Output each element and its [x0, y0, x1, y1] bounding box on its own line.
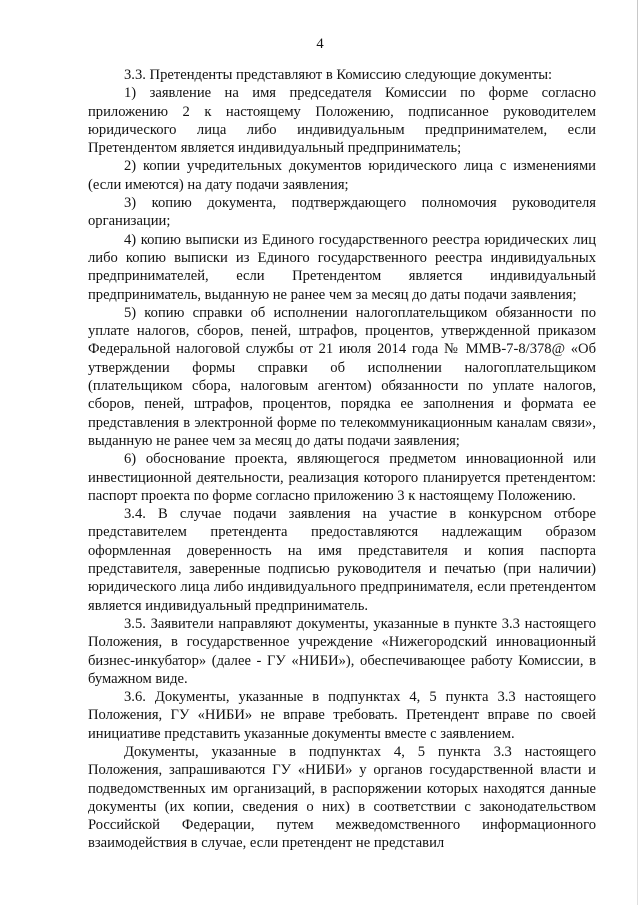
paragraph-item-1: 1) заявление на имя председателя Комиссии по форме согласно приложению 2 к настоящему Положению, подписанное руководителем юридического лица либо индивидуальным предпринимателем, если Претендентом является индивидуальный предприниматель; [88, 85, 596, 157]
paragraph-3-4: 3.4. В случае подачи заявления на участие в конкурсном отборе представителем претендента предоставляются надлежащим образом оформленная доверенность на имя представителя и копия паспорта представителя, заверенные подписью руководителя и печатью (при наличии) юридического лица либо индивидуального предпринимателя, если претендентом является индивидуальный предприниматель. [88, 506, 596, 614]
paragraph-item-6: 6) обоснование проекта, являющегося предметом инновационной или инвестиционной деятельности, реализация которого планируется претендентом: паспорт проекта по форме согласно приложению 3 к настоящему Положению. [88, 451, 596, 504]
paragraph-item-4: 4) копию выписки из Единого государственного реестра юридических лиц либо копию выписки из Единого государственного реестра индивидуальных предпринимателей, если Претендентом является индивидуальный предприниматель, выданную не ранее чем за месяц до даты подачи заявления; [88, 231, 596, 303]
page-edge-divider [637, 0, 638, 905]
page-number: 4 [316, 36, 324, 52]
paragraph-3-6: 3.6. Документы, указанные в подпунктах 4, 5 пункта 3.3 настоящего Положения, ГУ «НИБИ» не вправе требовать. Претендент вправе по своей инициативе представить указанные документы вместе с заявлением. [88, 689, 596, 742]
paragraph-item-5: 5) копию справки об исполнении налогоплательщиком обязанности по уплате налогов, сборов, пеней, штрафов, процентов, утвержденной приказом Федеральной налоговой службы от 21 июля 2014 года № ММВ-7-8/378@ «Об утверждении формы справки об исполнении налогоплательщиком (плательщиком сбора, налоговым агентом) обязанности по уплате налогов, сборов, пеней, штрафов, процентов, порядка ее заполнения и формата ее представления в электронной форме по телекоммуникационным каналам связи», выданную не ранее чем за месяц до даты подачи заявления; [88, 304, 596, 449]
paragraph-3-6-continued: Документы, указанные в подпунктах 4, 5 пункта 3.3 настоящего Положения, запрашиваются ГУ «НИБИ» у органов государственной власти и подведомственных им организаций, в распоряжении которых находятся данные документы (их копии, сведения о них) в соответствии с законодательством Российской Федерации, путем межведомственного информационного взаимодействия в случае, если претендент не представил [88, 743, 596, 852]
document-body [88, 66, 596, 853]
paragraph-item-2: 2) копии учредительных документов юридического лица с изменениями (если имеются) на дату подачи заявления; [88, 158, 596, 193]
paragraph-item-3: 3) копию документа, подтверждающего полномочия руководителя организации; [88, 195, 596, 230]
paragraph-3-5: 3.5. Заявители направляют документы, указанные в пункте 3.3 настоящего Положения, в государственное учреждение «Нижегородский инновационный бизнес-инкубатор» (далее - ГУ «НИБИ»), обеспечивающее работу Комиссии, в бумажном виде. [88, 615, 596, 687]
paragraph-3-3: 3.3. Претенденты представляют в Комиссию следующие документы: [124, 67, 553, 83]
